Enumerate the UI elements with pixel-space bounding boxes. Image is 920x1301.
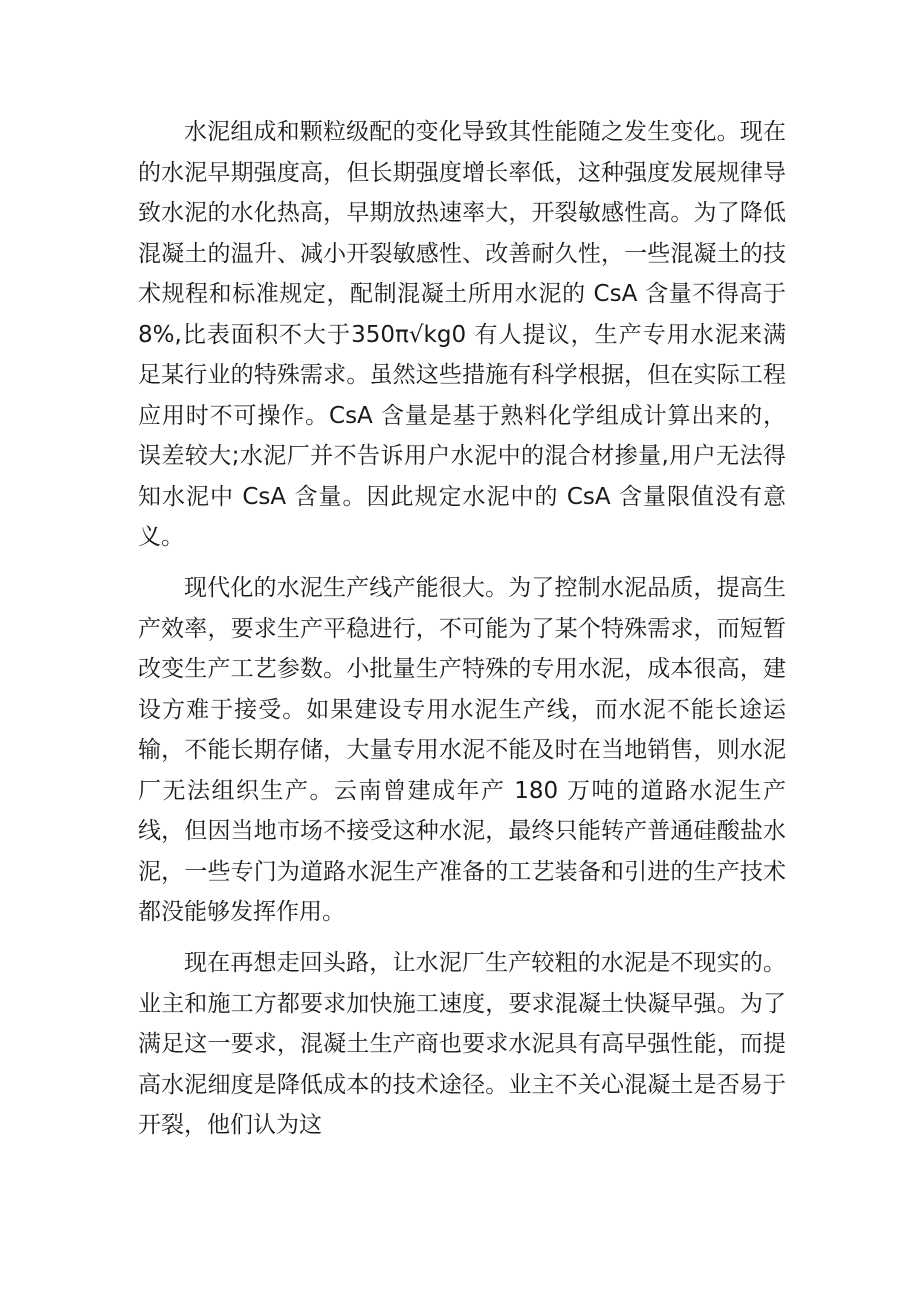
- paragraph-cement-composition: 水泥组成和颗粒级配的变化导致其性能随之发生变化。现在的水泥早期强度高，但长期强度增长率低，这种强度发展规律导致水泥的水化热高，早期放热速率大，开裂敏感性高。为了降低混凝土的温升、减小开裂敏感性、改善耐久性，一些混凝土的技术规程和标准规定，配制混凝土所用水泥的 CsA 含量不得高于 8%,比表面积不大于350π√kg0 有人提议，生产专用水泥来满足某行业的特殊需求。虽然这些措施有科学根据，但在实际工程应用时不可操作。CsA 含量是基于熟料化学组成计算出来的，误差较大;水泥厂并不告诉用户水泥中的混合材掺量,用户无法得知水泥中 CsA 含量。因此规定水泥中的 CsA 含量限值没有意义。: [138, 119, 786, 550]
- paragraph-no-turning-back: 现在再想走回头路，让水泥厂生产较粗的水泥是不现实的。业主和施工方都要求加快施工速度，要求混凝土快凝早强。为了满足这一要求，混凝土生产商也要求水泥具有高早强性能，而提高水泥细度是降低成本的技术途径。业主不关心混凝土是否易于开裂，他们认为这: [138, 950, 786, 1138]
- document-page: [138, 112, 786, 1156]
- paragraph-production-line: 现代化的水泥生产线产能很大。为了控制水泥品质，提高生产效率，要求生产平稳进行，不可能为了某个特殊需求，而短暂改变生产工艺参数。小批量生产特殊的专用水泥，成本很高，建设方难于接受。如果建设专用水泥生产线，而水泥不能长途运输，不能长期存储，大量专用水泥不能及时在当地销售，则水泥厂无法组织生产。云南曾建成年产 180 万吨的道路水泥生产线，但因当地市场不接受这种水泥，最终只能转产普通硅酸盐水泥，一些专门为道路水泥生产准备的工艺装备和引进的生产技术都没能够发挥作用。: [138, 575, 786, 925]
